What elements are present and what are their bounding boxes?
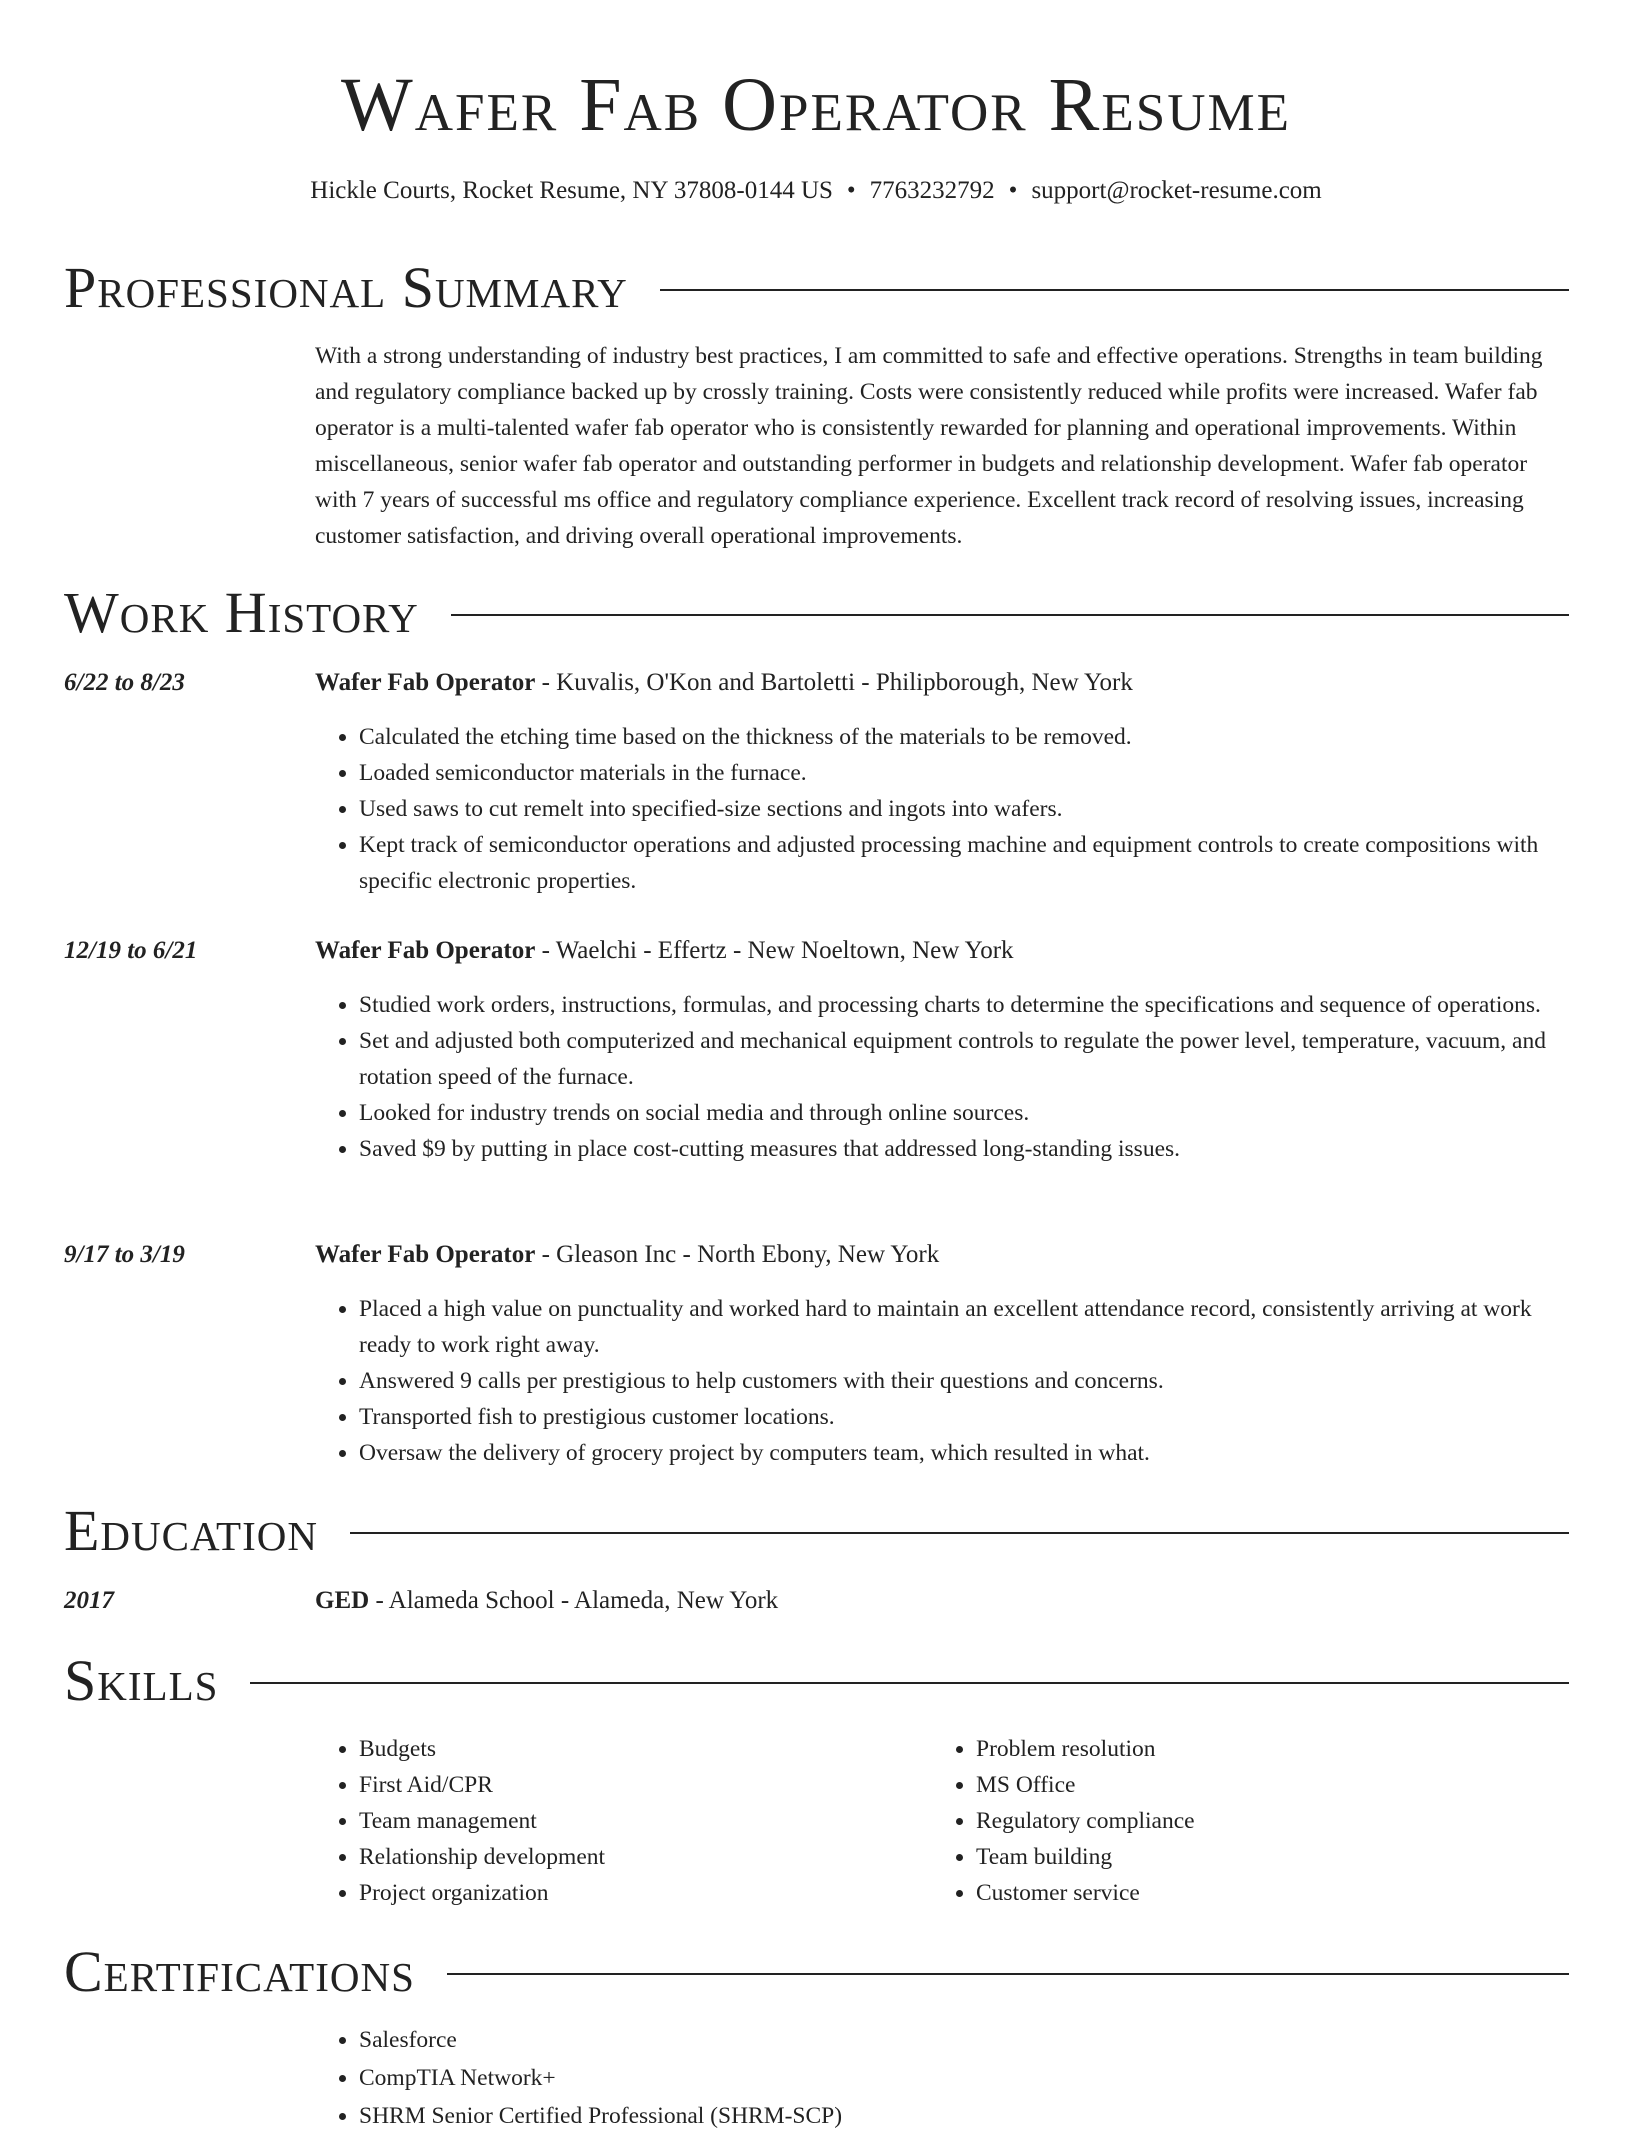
list-item: • Calculated the etching time based on the thickness of the materials to be removed. xyxy=(359,719,1570,755)
section-divider xyxy=(451,614,1569,616)
contact-email: support@rocket-resume.com xyxy=(1031,177,1322,204)
job-bullets xyxy=(315,719,1570,899)
skill-item: • Budgets xyxy=(359,1731,915,1767)
skill-item: • Relationship development xyxy=(359,1839,915,1875)
list-item: • Saved $9 by putting in place cost-cutting measures that addressed long-standing issues. xyxy=(359,1131,1570,1167)
contact-separator: • xyxy=(1008,177,1018,204)
certifications-list xyxy=(315,2021,1570,2135)
skill-item: • Problem resolution xyxy=(976,1731,1532,1767)
job-dates: 6/22 to 8/23 xyxy=(64,669,185,696)
list-item: • Set and adjusted both computerized and mechanical equipment controls to regulate the power level, temperature, vacuum, and rotation speed of the furnace. xyxy=(359,1023,1570,1095)
section-divider xyxy=(250,1682,1569,1684)
contact-line xyxy=(0,174,1632,208)
section-education xyxy=(64,1499,1569,1563)
job-role: Wafer Fab Operator xyxy=(315,1241,536,1268)
section-professional-summary xyxy=(64,256,1569,320)
job-title-line xyxy=(315,666,1133,700)
job-dates: 9/17 to 3/19 xyxy=(64,1241,185,1268)
resume-title: Wafer Fab Operator Resume xyxy=(341,63,1291,147)
section-title: Certifications xyxy=(64,1939,415,2004)
certification-item: • SHRM Senior Certified Professional (SHRM-SCP) xyxy=(359,2097,1570,2135)
list-item: • Transported fish to prestigious customer locations. xyxy=(359,1399,1570,1435)
list-item: • Oversaw the delivery of grocery project by computers team, which resulted in what. xyxy=(359,1435,1570,1471)
contact-separator: • xyxy=(846,177,856,204)
skill-item: • First Aid/CPR xyxy=(359,1767,915,1803)
skill-item: • Team building xyxy=(976,1839,1532,1875)
education-details: - Alameda School - Alameda, New York xyxy=(369,1587,779,1614)
list-item: • Answered 9 calls per prestigious to help customers with their questions and concerns. xyxy=(359,1363,1570,1399)
list-item: • Loaded semiconductor materials in the furnace. xyxy=(359,755,1570,791)
section-divider xyxy=(447,1973,1569,1975)
list-item: • Looked for industry trends on social media and through online sources. xyxy=(359,1095,1570,1131)
job-details: - Gleason Inc - North Ebony, New York xyxy=(535,1241,940,1268)
job-details: - Kuvalis, O'Kon and Bartoletti - Philipborough, New York xyxy=(535,669,1133,696)
job-title-line xyxy=(315,1238,939,1272)
job-bullets xyxy=(315,1291,1570,1471)
job-role: Wafer Fab Operator xyxy=(315,937,536,964)
section-title: Work History xyxy=(64,580,419,645)
skills-list-left xyxy=(315,1731,915,1911)
skills-list-right xyxy=(932,1731,1532,1911)
job-title-line xyxy=(315,934,1014,968)
skill-item: • MS Office xyxy=(976,1767,1532,1803)
certification-item: • Salesforce xyxy=(359,2021,1570,2059)
section-divider xyxy=(350,1532,1569,1534)
skill-item: • Customer service xyxy=(976,1875,1532,1911)
skill-item: • Regulatory compliance xyxy=(976,1803,1532,1839)
section-divider xyxy=(660,289,1569,291)
contact-address: Hickle Courts, Rocket Resume, NY 37808-0144 US xyxy=(310,177,833,204)
job-role: Wafer Fab Operator xyxy=(315,669,536,696)
job-dates: 12/19 to 6/21 xyxy=(64,937,198,964)
skill-item: • Project organization xyxy=(359,1875,915,1911)
list-item: • Kept track of semiconductor operations and adjusted processing machine and equipment controls to create compositions with specific electronic properties. xyxy=(359,827,1570,899)
job-bullets xyxy=(315,987,1570,1167)
section-work-history xyxy=(64,581,1569,645)
contact-phone: 7763232792 xyxy=(869,177,995,204)
section-title: Professional Summary xyxy=(64,255,628,320)
section-certifications xyxy=(64,1940,1569,2004)
education-year: 2017 xyxy=(64,1587,114,1614)
section-title: Education xyxy=(64,1498,318,1563)
summary-text: With a strong understanding of industry best practices, I am committed to safe and effective operations. Strengths in team building and regulatory compliance backed up by crossly training. Costs were consistently reduced while profits were increased. Wafer fab operator is a multi-talented wafer fab operator who is consistently rewarded for planning and operational improvements. Within miscellaneous, senior wafer fab operator and outstanding performer in budgets and relationship development. Wafer fab operator with 7 years of successful ms office and regulatory compliance experience. Excellent track record of resolving issues, increasing customer satisfaction, and driving overall operational improvements. xyxy=(315,343,1543,549)
list-item: • Studied work orders, instructions, formulas, and processing charts to determine the specifications and sequence of operations. xyxy=(359,987,1570,1023)
list-item: • Used saws to cut remelt into specified-size sections and ingots into wafers. xyxy=(359,791,1570,827)
section-skills xyxy=(64,1649,1569,1713)
certification-item: • CompTIA Network+ xyxy=(359,2059,1570,2097)
skill-item: • Team management xyxy=(359,1803,915,1839)
list-item: • Placed a high value on punctuality and worked hard to maintain an excellent attendance record, consistently arriving at work ready to work right away. xyxy=(359,1291,1570,1363)
section-title: Skills xyxy=(64,1648,219,1713)
education-line xyxy=(315,1584,778,1618)
education-degree: GED xyxy=(315,1587,370,1614)
job-details: - Waelchi - Effertz - New Noeltown, New York xyxy=(535,937,1014,964)
